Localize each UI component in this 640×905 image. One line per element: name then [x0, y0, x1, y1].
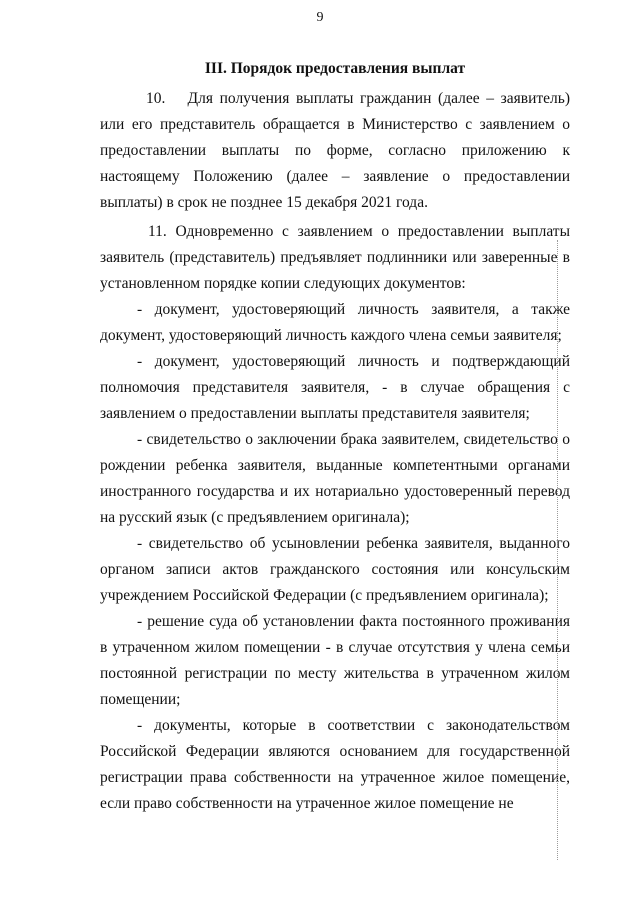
paragraph-10: 10. Для получения выплаты гражданин (далее – заявитель) или его представитель обращается в Министерство с заявлением о предоставлении выплаты по форме, согласно приложению к настоящему Положению (далее – заявление о предоставлении выплаты) в срок не позднее 15 декабря 2021 года.: [100, 90, 570, 211]
list-item: - документы, которые в соответствии с законодательством Российской Федерации являются основанием для государственной регистрации права собственности на утраченное жилое помещение, если право собственности на утраченное жилое помещение не: [100, 717, 570, 812]
list-item: - документ, удостоверяющий личность заявителя, а также документ, удостоверяющий личность каждого члена семьи заявителя;: [100, 301, 570, 344]
list-item: - решение суда об установлении факта постоянного проживания в утраченном жилом помещении - в случае отсутствия у члена семьи постоянной регистрации по месту жительства в утраченном жилом помещении;: [100, 613, 570, 708]
document-body: [100, 86, 570, 817]
page-number: 9: [316, 10, 324, 25]
list-item: - документ, удостоверяющий личность и подтверждающий полномочия представителя заявителя, - в случае обращения с заявлением о предоставлении выплаты представителя заявителя;: [100, 353, 570, 422]
scan-artifact-line: [557, 240, 558, 860]
paragraph-11: 11. Одновременно с заявлением о предоставлении выплаты заявитель (представитель) предъявляет подлинники или заверенные в установленном порядке копии следующих документов:: [100, 223, 570, 292]
section-heading: III. Порядок предоставления выплат: [204, 60, 466, 77]
list-item: - свидетельство об усыновлении ребенка заявителя, выданного органом записи актов гражданского состояния или консульским учреждением Российской Федерации (с предъявлением оригинала);: [100, 535, 570, 604]
list-item: - свидетельство о заключении брака заявителем, свидетельство о рождении ребенка заявителя, выданные компетентными органами иностранного государства и их нотариально удостоверенный перевод на русский язык (с предъявлением оригинала);: [100, 431, 570, 526]
